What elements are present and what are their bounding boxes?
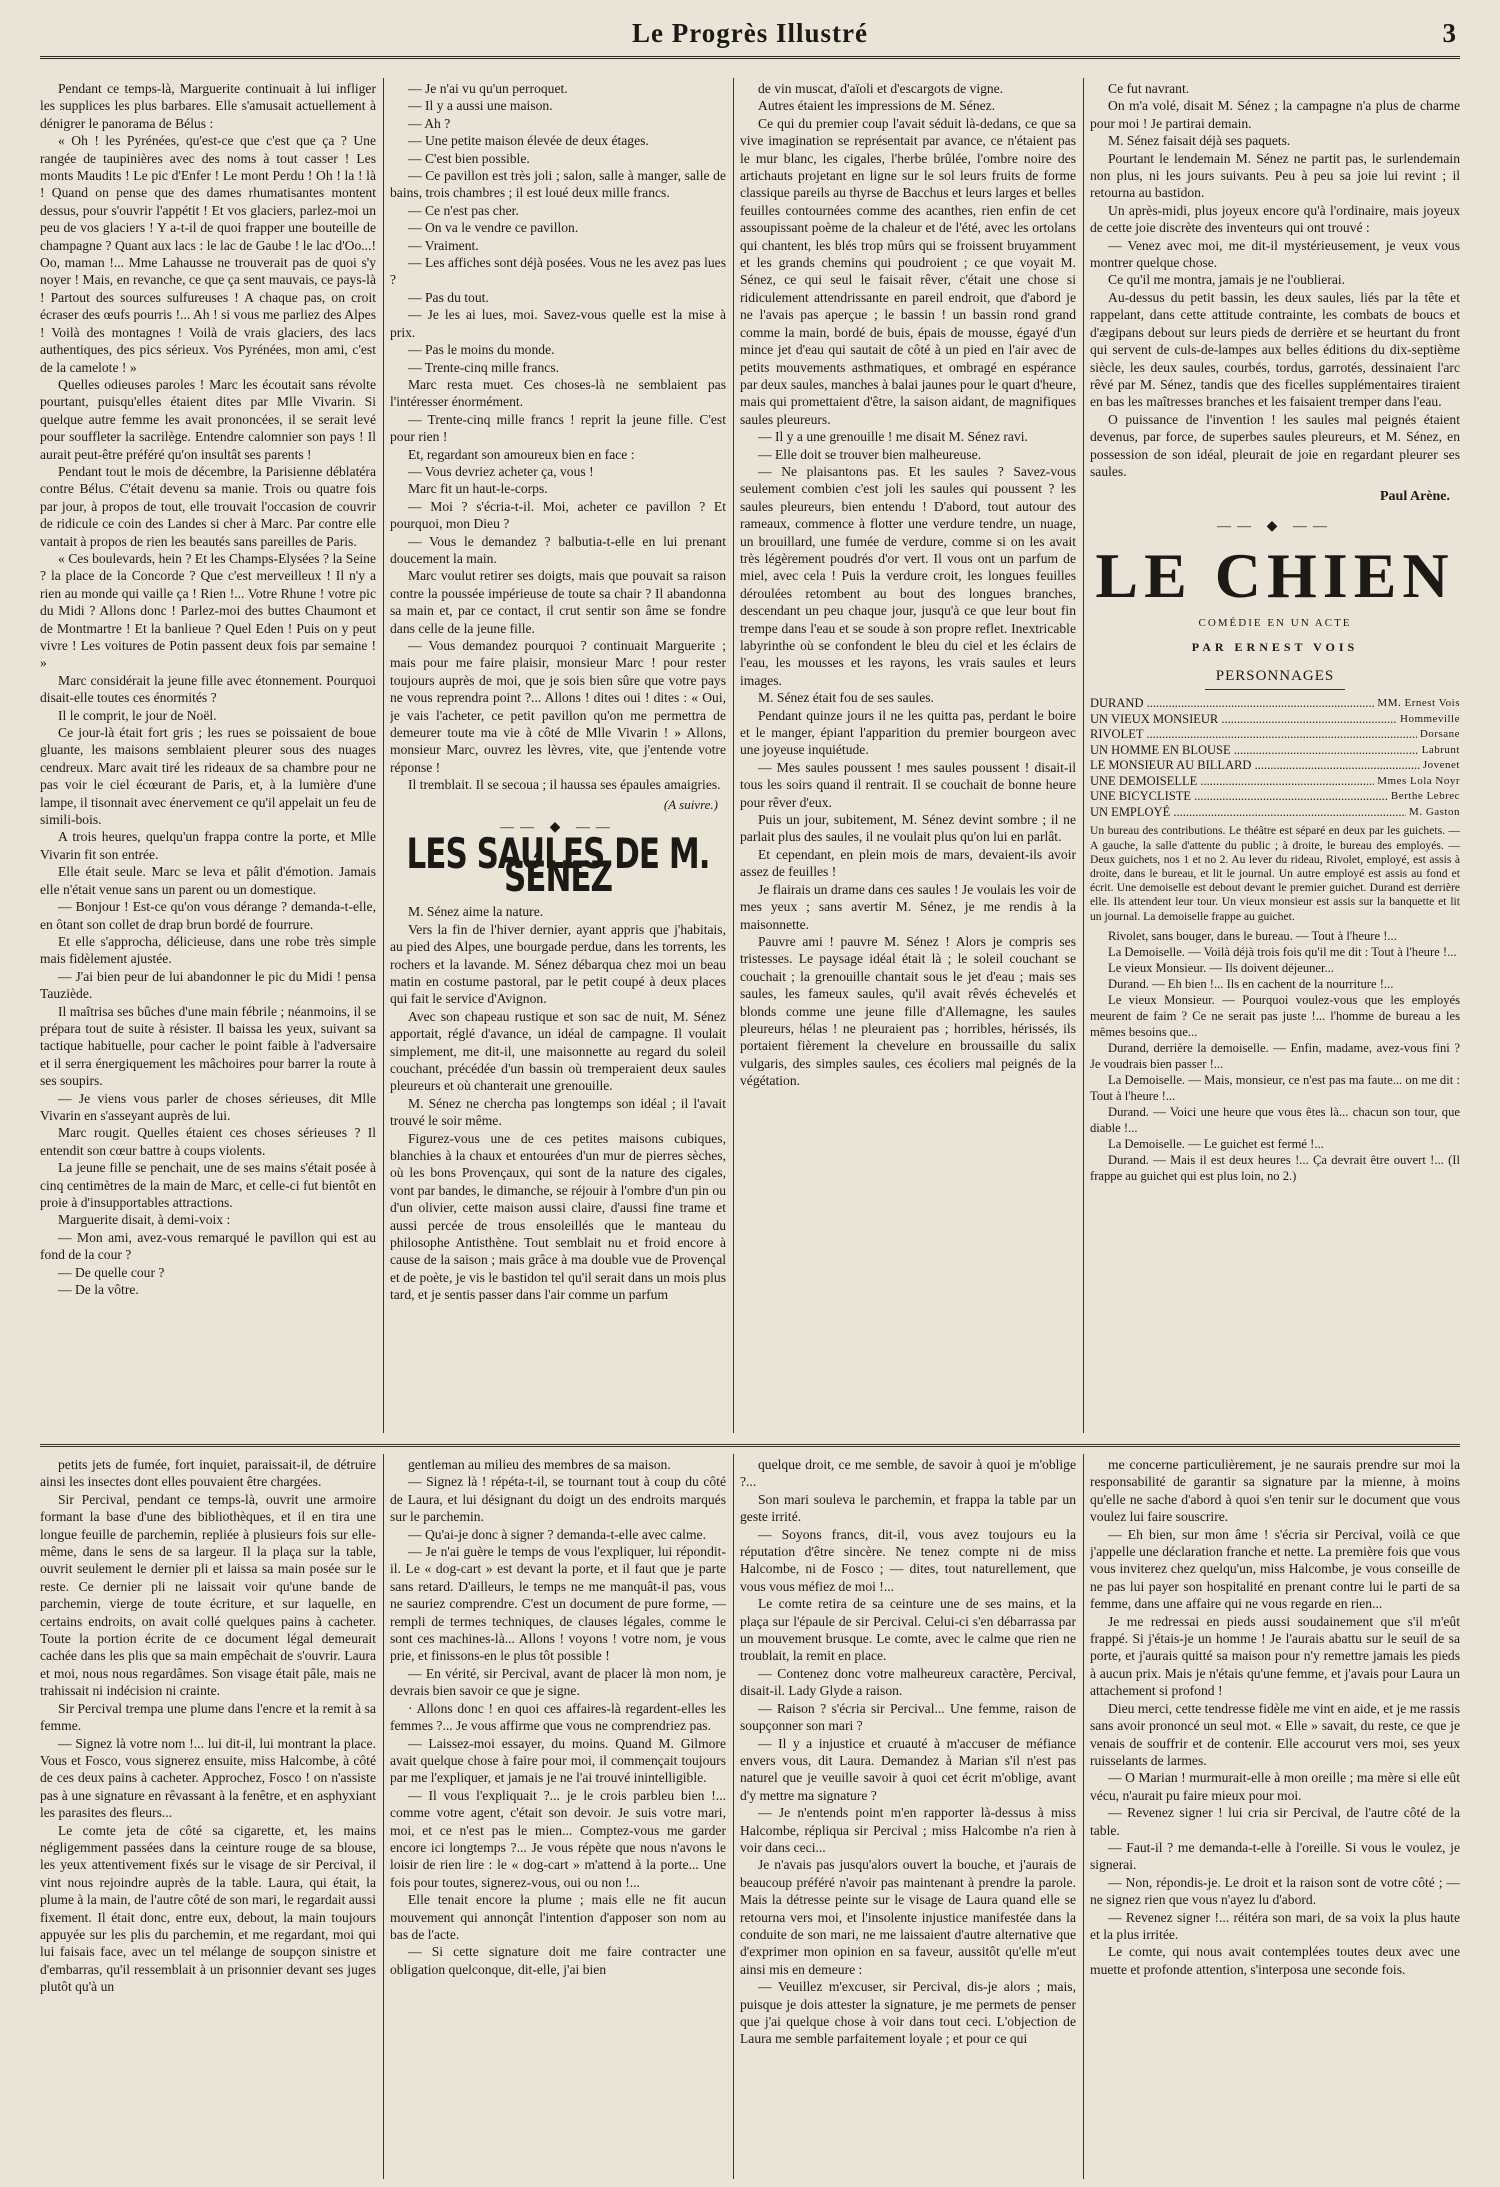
paragraph: Marc considérait la jeune fille avec étonnement. Pourquoi disait-elle toutes ces énormités ? xyxy=(40,672,376,706)
paragraph: — J'ai bien peur de lui abandonner le pic du Midi ! pensa Tauziède. xyxy=(40,968,376,1002)
paragraph: Il le comprit, le jour de Noël. xyxy=(58,707,217,723)
ornament-divider: —— ◆ —— xyxy=(500,820,616,836)
paragraph: Sir Percival, pendant ce temps-là, ouvrit une armoire formant la base d'une des bibliothèques, et il en tira une longue feuille de parchemin, repliée à plusieurs fois sur elle-même, dans le sens de sa largeur. Il la plaça sur la table, ouvrit seulement le dernier pli et laissa sa main posée sur le reste. Ce dernier pli ne laissait voir qu'une bande de parchemin, vierge de toute écriture, et sur laquelle, en certains endroits, on avait collé quelques pains à cacheter. Toute la portion écrite de ce document légal demeurait cachée dans les plis que sa main empêchait de s'ouvrir. Laura et moi, nous nous regardâmes. Son visage était pâle, mais ne trahissait ni indécision ni crainte. xyxy=(40,1491,376,1699)
paragraph: Quelles odieuses paroles ! Marc les écoutait sans révolte pourtant, puisqu'elles étaient dites par Mlle Vivarin. Si quelque autre femme les avait prononcées, il se serait levé pour souffleter la sacrilège. Entendre calomnier son pays ! Il aurait peut-être préféré qu'on insultât ses parents ! xyxy=(40,376,376,462)
paragraph: Et cependant, en plein mois de mars, devaient-ils avoir assez de feuilles ! xyxy=(740,846,1076,880)
cast-row xyxy=(1090,774,1460,790)
paragraph: — Ah ? xyxy=(408,115,451,131)
lower-column-1 xyxy=(40,1456,376,2176)
paragraph: gentleman au milieu des membres de sa maison. xyxy=(408,1457,671,1472)
paragraph: — Signez là votre nom !... lui dit-il, lui montrant la place. Vous et Fosco, vous signerez ensuite, miss Halcombe, à côté de ces deux pains à cacheter. Approchez, Fosco ! on n'assiste pas à une signature en rêvassant à la fenêtre, et en asphyxiant les parasites des fleurs... xyxy=(40,1735,376,1821)
column-divider xyxy=(1083,1454,1084,2179)
paragraph: M. Sénez ne chercha pas longtemps son idéal ; il l'avait trouvé le soir même. xyxy=(390,1095,726,1129)
page-number: 3 xyxy=(1442,18,1456,48)
paragraph: Marc resta muet. Ces choses-là ne semblaient pas l'intéresser énormément. xyxy=(390,376,726,410)
upper-column-4 xyxy=(1090,80,1460,1430)
paragraph: — Eh bien, sur mon âme ! s'écria sir Percival, voilà ce que j'appelle une déclaration franche et nette. La première fois que vous vous inviterez chez quelqu'un, miss Halcombe, je vous conseille de ne pas lui payer son hospitalité en prenant contre lui le parti de sa femme, dans une affaire qui ne vous regarde en rien... xyxy=(1090,1526,1460,1612)
paragraph: Autres étaient les impressions de M. Sénez. xyxy=(758,98,996,114)
paragraph: — Qu'ai-je donc à signer ? demanda-t-elle avec calme. xyxy=(408,1526,706,1542)
section-divider xyxy=(40,1444,1460,1447)
masthead xyxy=(40,12,1460,59)
paragraph: — Non, répondis-je. Le droit et la raison sont de votre côté ; — ne signez rien que vous n'ayez lu d'abord. xyxy=(1090,1874,1460,1908)
paragraph: — Ce pavillon est très joli ; salon, salle à manger, salle de bains, trois chambres ; il est loué deux mille francs. xyxy=(390,168,726,201)
paragraph: petits jets de fumée, fort inquiet, paraissait-il, de détruire ainsi les insectes dont elles pouvaient être chargées. xyxy=(40,1457,376,1490)
paragraph: Durand. — Eh bien !... Ils en cachent de la nourriture !... xyxy=(1108,976,1394,991)
paragraph: Avec son chapeau rustique et son sac de nuit, M. Sénez apportait, réglé d'avance, un idéal de campagne. Il voulait simplement, me dit-il, une maisonnette au regard du soleil couchant, précédée d'un bassin où tremperaient deux saules pleureurs et où chanterait une grenouille. xyxy=(390,1008,726,1094)
paragraph: me concerne particulièrement, je ne saurais prendre sur moi la responsabilité de garantir sa signature par la mienne, à moins qu'elle ne sache d'abord à quoi s'en tenir sur le document que vous voulez lui faire souscrire. xyxy=(1090,1457,1460,1525)
author-signature: Paul Arène. xyxy=(1380,489,1450,505)
paragraph: — Il y a une grenouille ! me disait M. Sénez ravi. xyxy=(758,429,1028,445)
paragraph: Pendant quinze jours il ne les quitta pas, perdant le boire et le manger, épiant l'apparition du premier bourgeon avec une joyeuse inquiétude. xyxy=(740,707,1076,758)
paragraph: — Il y a aussi une maison. xyxy=(408,98,553,114)
paragraph: — Pas du tout. xyxy=(408,289,489,305)
cast-actor: Berthe Lebrec xyxy=(1390,790,1460,803)
column-divider xyxy=(383,78,384,1433)
cast-row xyxy=(1090,805,1460,821)
cast-row xyxy=(1090,696,1460,712)
paragraph: — Raison ? s'écria sir Percival... Une femme, raison de soupçonner son mari ? xyxy=(740,1700,1076,1734)
cast-role: UN HOMME EN BLOUSE ..... xyxy=(1090,743,1419,759)
cast-actor: Mmes Lola Noyr xyxy=(1377,774,1460,787)
column-divider xyxy=(1083,78,1084,1433)
paragraph: Et elle s'approcha, délicieuse, dans une robe très simple mais fidèlement ajustée. xyxy=(40,933,376,967)
cast-actor: Labrunt xyxy=(1421,743,1460,756)
paragraph: Au-dessus du petit bassin, les deux saules, liés par la tête et rappelant, dans cette attitude contrainte, les combats de boucs et d'ægipans debout sur leurs pieds de derrière et se heurtant du front qui servent de culs-de-lampes aux belles éditions du dix-septième siècle, les deux saules, courbés, tordus, garrotés, dessinaient l'arc rêvé par M. Sénez, tandis que des ficelles supplémentaires tiraient en bas les maîtresses branches et les faisaient tremper dans l'eau. xyxy=(1090,289,1460,410)
paragraph: — Ce n'est pas cher. xyxy=(408,202,519,218)
paragraph: — Il y a injustice et cruauté à m'accuser de méfiance envers vous, dit Laura. Demandez à Marian s'il n'est pas naturel que je veuille savoir à quoi cet écrit m'oblige, avant d'y mettre ma signature ? xyxy=(740,1735,1076,1803)
paragraph: Il maîtrisa ses bûches d'une main fébrile ; néanmoins, il se prépara tout de suite à résister. Il baissa les yeux, suivant sa tactique habituelle, pour cacher le point faible à l'adversaire et il serra énergiquement les mâchoires pour barrer la route à ses soupirs. xyxy=(40,1003,376,1089)
paragraph: — Vous devriez acheter ça, vous ! xyxy=(408,463,594,479)
paragraph: Puis un jour, subitement, M. Sénez devint sombre ; il ne parlait plus des saules, il ne voulait plus qu'on lui en parlât. xyxy=(740,812,1076,845)
upper-column-1 xyxy=(40,80,376,1430)
paragraph: Je flairais un drame dans ces saules ! Je voulais les voir de mes yeux ; sans avertir M. Sénez, je me rendis à la maisonnette. xyxy=(740,881,1076,932)
paragraph: — Si cette signature doit me faire contracter une obligation quelconque, dit-elle, j'ai bien xyxy=(390,1944,726,1977)
paragraph: — Je les ai lues, moi. Savez-vous quelle est la mise à prix. xyxy=(390,307,726,340)
paragraph: La Demoiselle. — Le guichet est fermé !... xyxy=(1108,1136,1324,1151)
paragraph: Pauvre ami ! pauvre M. Sénez ! Alors je compris ses tristesses. Le paysage idéal était là ; le soleil couchant se couchait ; la grenouille chantait sous le jet d'eau ; mais ses saules, les fameux saules, qu'il avait rêvés échevelés et blonds comme une jeune fille d'Allemagne, les saules pleureurs, hélas ! ne pleuraient pas ; horribles, hérissés, ils portaient fièrement la chevelure en broussaille du salix vulgaris, des simples saules, ces écoliers mal peignés de la végétation. xyxy=(740,933,1076,1089)
paragraph: Durand, derrière la demoiselle. — Enfin, madame, avez-vous fini ? Je voudrais bien passer !... xyxy=(1090,1040,1460,1071)
paragraph: — Vous demandez pourquoi ? continuait Marguerite ; mais pour me faire plaisir, monsieur Marc ! pour rester toujours auprès de moi, que je sois bien sûre que votre pays ne vous reprendra point ?... Allons ! dites oui ! dites : « Oui, je vais l'acheter, ce petit pavillon qu'on me permettra de demeurer toute ma vie à côté de Mlle Vivarin ! » Allons, monsieur Marc, ouvrez les lèvres, vite, que j'entende votre réponse ! xyxy=(390,638,726,775)
paragraph: — De la vôtre. xyxy=(58,1282,139,1298)
paragraph: Ce fut navrant. xyxy=(1108,81,1190,96)
cast-actor: M. Gaston xyxy=(1409,805,1460,818)
paragraph: Dieu merci, cette tendresse fidèle me vint en aide, et je me rassis sans avoir prononcé un seul mot. « Elle » savait, du reste, ce que je venais de souffrir et de contenir. Elle accourut vers moi, ses yeux ruisselants de larmes. xyxy=(1090,1700,1460,1768)
paragraph: Je n'avais pas jusqu'alors ouvert la bouche, et j'aurais de beaucoup préféré n'avoir pas maintenant à prendre la parole. Mais la détresse peinte sur le visage de Laura quand elle se retourna vers moi, et l'insolente injustice manifestée dans la conduite de son mari, ne me laissaient d'autre alternative que d'exprimer mon opinion en sa faveur, aussitôt qu'elle m'eut ainsi mis en demeure : xyxy=(740,1857,1076,1977)
paragraph: Un après-midi, plus joyeux encore qu'à l'ordinaire, mais joyeux de cette joie discrète des inventeurs qui ont trouvé : xyxy=(1090,202,1460,236)
paragraph: Son mari souleva le parchemin, et frappa la table par un geste irrité. xyxy=(740,1491,1076,1525)
cast-role: RIVOLET ..... xyxy=(1090,727,1417,743)
paragraph: Je me redressai en pieds aussi soudainement que s'il m'eût frappé. Si j'étais-je un homme ! Je l'aurais abattu sur le seuil de sa porte, et j'aurais quitté sa maison pour n'y remettre jamais les pieds à aucun prix. Mais je n'étais qu'une femme, et j'avais pour Laura un attachement si profond ! xyxy=(1090,1613,1460,1699)
paragraph: — Laissez-moi essayer, du moins. Quand M. Gilmore avait quelque chose à faire pour moi, il commençait toujours par me l'expliquer, et jamais je ne l'ai trouvé inintelligible. xyxy=(390,1735,726,1786)
paragraph: — Je n'entends point m'en rapporter là-dessus à miss Halcombe, répliqua sir Percival ; miss Halcombe n'a rien à voir dans ceci... xyxy=(740,1805,1076,1855)
paragraph: Marguerite disait, à demi-voix : xyxy=(58,1212,231,1228)
ornament-divider: —— ◆ —— xyxy=(1217,518,1333,534)
paragraph: — Les affiches sont déjà posées. Vous ne les avez pas lues ? xyxy=(390,255,726,288)
paragraph: Le comte retira de sa ceinture une de ses mains, et la plaça sur l'épaule de sir Percival. Celui-ci s'en débarrassa par un mouvement brusque. Le comte, avec le calme que rien ne troublait, la remit en place. xyxy=(740,1596,1076,1664)
paragraph: Le comte jeta de côté sa cigarette, et, les mains négligemment passées dans la ceinture rouge de sa blouse, les yeux attentivement fixés sur le visage de sir Percival, il vint nous rejoindre auprès de la table. Laura, qui était, la plume à la main, de l'autre côté de son mari, le regardait aussi fixement. Il était donc, entre eux, debout, la main toujours appuyée sur les plis du parchemin, et me regardant, moi qui lui faisais face, avec un tel mélange de soupçon sinistre et d'embarras, qu'il ressemblait à un prisonnier devant ses juges plutôt qu'à un xyxy=(40,1822,376,1995)
paragraph: quelque droit, ce me semble, de savoir à quoi je m'oblige ?... xyxy=(740,1457,1076,1490)
paragraph: La jeune fille se penchait, une de ses mains s'était posée à cinq centimètres de la main de Marc, et celle-ci fut bientôt en proie à d'insupportables attractions. xyxy=(40,1160,376,1210)
paragraph: — Pas le moins du monde. xyxy=(408,342,555,358)
cast-actor: MM. Ernest Vois xyxy=(1377,697,1460,710)
column-divider xyxy=(383,1454,384,2179)
paragraph: — Je viens vous parler de choses sérieuses, dit Mlle Vivarin en s'asseyant auprès de lui. xyxy=(40,1090,376,1123)
paragraph: Pourtant le lendemain M. Sénez ne partit pas, le surlendemain non plus, ni les jours suivants. Peu à peu sa joie lui revint ; il retourna au bastidon. xyxy=(1090,150,1460,201)
paragraph: — Contenez donc votre malheureux caractère, Percival, disait-il. Lady Glyde a raison. xyxy=(740,1665,1076,1699)
play-author: PAR ERNEST VOIS xyxy=(1191,639,1359,654)
paragraph: Ce jour-là était fort gris ; les rues se poissaient de boue gluante, les maisons semblaient pleurer sous des nuages cendreux. Marc avait tiré les rideaux de sa chambre pour ne pas voir le ciel écœurant de Paris, et, à la lumière d'une lampe, il tisonnait avec énervement ce qu'il appelait un feu de simili-bois. xyxy=(40,725,376,828)
cast-heading-rule xyxy=(1205,689,1345,690)
paragraph: — Trente-cinq mille francs. xyxy=(408,359,560,375)
lower-column-4 xyxy=(1090,1456,1460,2176)
paragraph: Le vieux Monsieur. — Ils doivent déjeuner... xyxy=(1108,960,1334,975)
paragraph: Ce qu'il me montra, jamais je ne l'oublierai. xyxy=(1108,272,1346,288)
paragraph: — Il vous l'expliquait ?... je le crois parbleu bien !... comme votre agent, c'était son devoir. Je suis votre mari, moi, et ce n'est pas le mien... Comptez-vous me garder encore ici longtemps ?... Je vous répète que nous n'avons le loisir de rien lire : le « dog-cart » m'attend à la porte... Une fois pour toutes, signerez-vous, oui ou non !... xyxy=(390,1787,726,1890)
cast-role: UN EMPLOYÉ ..... xyxy=(1090,805,1406,821)
paragraph: « Oh ! les Pyrénées, qu'est-ce que c'est que ça ? Une rangée de taupinières avec des noms à tout casser ! Les monts Maudits ! Le pic d'Enfer ! Le mont Perdu ! Oh ! la ! là ! Quand on pense que des dames rhumatisantes montent dessus, pour s'ouvrir l'appétit ! Et vos glaciers, parlez-moi un peu de vos glaciers ! Y a-t-il de quoi frapper une bouteille de champagne ? Quant aux lacs : le lac de Gaube ! le lac d'Oo...! Oo, maman !... Mme Lahausse ne trouverait pas de quoi s'y noyer ! Mais, en revanche, ce que ça sent mauvais, ce pays-là ! Partout des sources sulfureuses ! A chaque pas, on croit écraser des œufs pourris !... Ah ! si vous me parliez des Alpes ! Voilà des montagnes ! Voilà de vrais glaciers, des lacs authentiques, des pics sérieux. Vos Pyrénées, mon ami, c'est de la camelote ! » xyxy=(40,133,376,375)
paragraph: — Elle doit se trouver bien malheureuse. xyxy=(758,446,982,462)
play-subtitle: COMÉDIE EN UN ACTE xyxy=(1198,617,1352,630)
cast-row xyxy=(1090,727,1460,743)
paragraph: — Vraiment. xyxy=(408,237,479,253)
paragraph: — De quelle cour ? xyxy=(58,1264,165,1280)
paragraph: Figurez-vous une de ces petites maisons cubiques, blanchies à la chaux et entourées d'un mur de pierres sèches, où les bons Provençaux, qui sont de la nature des cigales, vont par bandes, le dimanche, se réjouir à l'ombre d'un pin ou d'un olivier, cette maison aussi claire, d'aussi fine trame et aussi percée de trous ensoleillés que le manteau du philosophe Antisthène. Tout semblait nu et froid encore à cause de la saison ; mais grâce à ma double vue de Provençal et de poète, je vis le bastidon tel qu'il serait dans un mois plus tard, et je sentis passer dans l'air comme un parfum xyxy=(390,1130,726,1303)
paragraph: — Je n'ai guère le temps de vous l'expliquer, lui répondit-il. Le « dog-cart » est devant la porte, et il faut que je parte sans retard. D'ailleurs, le temps ne me manquât-il pas, vous ne sauriez comprendre. C'est un document de pure forme, — rempli de termes techniques, de clauses légales, comme le sont ces machines-là... Allons ! voyons ! votre nom, je vous prie, et finissons-en le plus tôt possible ! xyxy=(390,1544,726,1664)
paragraph: M. Sénez aime la nature. xyxy=(408,904,544,920)
paragraph: Pendant tout le mois de décembre, la Parisienne déblatéra contre Bélus. C'était devenu sa manie. Trois ou quatre fois par jour, à propos de tout, elle trouvait l'occasion de couvrir de ridicule ce coin des Landes si cher à Marc. Par contre elle vantait à propos de rien les beautés sans pareilles de Paris. xyxy=(40,463,376,549)
paragraph: — O Marian ! murmurait-elle à mon oreille ; ma mère si elle eût vécu, n'aurait pu faire mieux pour moi. xyxy=(1090,1770,1460,1803)
stage-direction: Un bureau des contributions. Le théâtre est séparé en deux par les guichets. — A gauche, la salle d'attente du public ; à droite, le bureau des employés. — Deux guichets, nos 1 et no 2. Au lever du rideau, Rivolet, employé, est assis à droite, dans le bureau, et lit le journal. Un autre employé est assis au fond et écrit. Une demoiselle est debout devant le premier guichet. Durand est derrière elle. Ils attendent leur tour. Un vieux monsieur est assis sur la banquette et lit un journal. La demoiselle frappe au guichet. xyxy=(1090,824,1460,923)
cast-actor: Hommeville xyxy=(1400,712,1460,725)
paragraph: Vers la fin de l'hiver dernier, ayant appris que j'habitais, au pied des Alpes, une bourgade perdue, dans les torrents, les rochers et la lavande. M. Sénez débarqua chez moi un beau matin en costume pastoral, par le petit coupé à deux places qui fait le service d'Avignon. xyxy=(390,921,726,1007)
paragraph: Rivolet, sans bouger, dans le bureau. — Tout à l'heure !... xyxy=(1108,928,1397,943)
paragraph: — Revenez signer ! lui cria sir Percival, de l'autre côté de la table. xyxy=(1090,1805,1460,1838)
paragraph: — On va le vendre ce pavillon. xyxy=(408,220,579,236)
paragraph: — Soyons francs, dit-il, vous avez toujours eu la réputation d'être sincère. Ne tenez compte ni de miss Halcombe, ni de Fosco ; — dites, tout naturellement, que vous vous méfiez de moi !... xyxy=(740,1526,1076,1594)
cast-row xyxy=(1090,743,1460,759)
paragraph: Le comte, qui nous avait contemplées toutes deux avec une muette et profonde attention, s'interposa une seconde fois. xyxy=(1090,1944,1460,1977)
cast-row xyxy=(1090,758,1460,774)
paragraph: A trois heures, quelqu'un frappa contre la porte, et Mlle Vivarin fit son entrée. xyxy=(40,829,376,862)
paragraph: — Venez avec moi, me dit-il mystérieusement, je veux vous montrer quelque chose. xyxy=(1090,237,1460,271)
column-divider xyxy=(733,78,734,1433)
paragraph: · Allons donc ! en quoi ces affaires-là regardent-elles les femmes ?... Je vous affirme que vous ne comprendriez pas. xyxy=(390,1700,726,1734)
paragraph: — C'est bien possible. xyxy=(408,150,530,166)
paragraph: — Une petite maison élevée de deux étages. xyxy=(408,133,649,149)
paragraph: — Mes saules poussent ! mes saules poussent ! disait-il tous les soirs quand il rentrait. Il se couchait de bonne heure pour rêver d'eux. xyxy=(740,759,1076,810)
lower-column-3 xyxy=(740,1456,1076,2176)
paragraph: — En vérité, sir Percival, avant de placer là mon nom, je devrais bien savoir ce que je signe. xyxy=(390,1665,726,1699)
paragraph: Elle était seule. Marc se leva et pâlit d'émotion. Jamais elle n'était venue sans un parent ou un domestique. xyxy=(40,864,376,897)
column-divider xyxy=(733,1454,734,2179)
paragraph: O puissance de l'invention ! les saules mal peignés étaient devenus, par force, de superbes saules pleureurs, et M. Sénez, en possession de son idéal, pleurait de joie en regardant pleurer ses saules. xyxy=(1090,411,1460,479)
paragraph: Et, regardant son amoureux bien en face : xyxy=(408,446,635,462)
paragraph: Sir Percival trempa une plume dans l'encre et la remit à sa femme. xyxy=(40,1700,376,1734)
paragraph: M. Sénez faisait déjà ses paquets. xyxy=(1108,133,1291,149)
paragraph: On m'a volé, disait M. Sénez ; la campagne n'a plus de charme pour moi ! Je partirai demain. xyxy=(1090,98,1460,131)
paragraph: — Signez là ! répéta-t-il, se tournant tout à coup du côté de Laura, et lui désignant du doigt un des endroits marqués sur le parchemin. xyxy=(390,1474,726,1525)
paragraph: Pendant ce temps-là, Marguerite continuait à lui infliger les supplices les plus barbares. Elle s'amusait actuellement à dénigrer le panorama de Bélus : xyxy=(40,81,376,131)
cast-role: DURAND ..... xyxy=(1090,696,1374,712)
paragraph: « Ces boulevards, hein ? Et les Champs-Elysées ? la Seine ? la place de la Concorde ? Que c'est merveilleux ! Il n'y a rien au monde qui vaille ça ! Rien !... Votre Rhune ! votre pic du Midi ? Allons donc ! Parlez-moi des buttes Chaumont et de Montmartre ! Et la banlieue ? Quel Eden ! Puis on y peut vivre ! Les voitures de Potin passent deux fois par semaine ! » xyxy=(40,550,376,671)
cast-list xyxy=(1090,696,1460,820)
paragraph: — Je n'ai vu qu'un perroquet. xyxy=(408,81,568,96)
upper-column-3 xyxy=(740,80,1076,1430)
cast-heading: PERSONNAGES xyxy=(1215,667,1335,684)
paragraph: Le vieux Monsieur. — Pourquoi voulez-vous que les employés meurent de faim ? Ce ne serait pas juste !... l'homme de bureau a les mêmes besoins que... xyxy=(1090,992,1460,1039)
paragraph: La Demoiselle. — Mais, monsieur, ce n'est pas ma faute... on me dit : Tout à l'heure !... xyxy=(1090,1072,1460,1103)
play-dialogue xyxy=(1090,928,1460,1184)
lower-column-2 xyxy=(390,1456,726,2176)
cast-actor: Jovenet xyxy=(1422,759,1460,772)
paragraph: Durand. — Voici une heure que vous êtes là... chacun son tour, que diable !... xyxy=(1090,1104,1460,1135)
paragraph: Ce qui du premier coup l'avait séduit là-dedans, ce que sa vive imagination se représentait par avance, ce n'étaient pas le mur blanc, les cigales, l'herbe brûlée, l'ombre noire des artichauts projetant en ligne sur le sol leurs fruits de forme classique pareils au thyrse de Bacchus et leurs larges et belles feuilles contournées comme des acanthes, rien enfin de cet assoupissant poème de la chaleur et de l'été, avec les ortolans qui chantent, les blés trop mûrs qui se froissent bruyamment et les grands chemins qui poudroient ; ce que voyait M. Sénez, ce qui seul le faisait rêver, c'était une chose si ridiculement attendrissante en pareil endroit, que d'abord je ne l'avais pas aperçue ; le bassin ! un bassin rond grand comme la main, bordé de buis, épais de mousse, égayé d'un mince jet d'eau qui sautait de côté à un pied en l'air avec de petits mouvements asthmatiques, et ombragé en espérance par deux saules, manches à balai jaunes pour le quart d'heure, mais qui promettaient d'être, la saison aidant, de magnifiques saules pleureurs. xyxy=(740,115,1076,427)
upper-column-2 xyxy=(390,80,726,1430)
paragraph: Marc voulut retirer ses doigts, mais que pouvait sa raison contre la poussée impérieuse de toute sa chair ? Il abandonna sa main et, par ce contact, il crut sentir son âme se fondre dans celle de la jeune fille. xyxy=(390,568,726,636)
paragraph: — Ne plaisantons pas. Et les saules ? Savez-vous seulement combien c'est joli les saules qui poussent ? les saules pleureurs, bien entendu ! D'abord, tout autour des rameaux, commence à flotter une verdure tendre, un nuage, un brouillard, une fumée de verdure, comme si on les avait très légèrement poudrés d'or vert. Il vous ont un parfum de miel, avec cela ! Puis la verdure croit, les longues feuilles déroulées retombent au bout des longues branches, descendant un peu chaque jour, jusqu'à ce que leur bout fin trempe dans l'eau et se soude à son propre reflet. Inextricable labyrinthe où se confondent le bleu du ciel et les éclairs de l'eau, les mousses et les rayons, les vrais saules et leurs images. xyxy=(740,463,1076,688)
newspaper-title: Le Progrès Illustré xyxy=(632,18,868,48)
play-title: LE CHIEN xyxy=(1095,540,1455,612)
cast-role: UN VIEUX MONSIEUR ..... xyxy=(1090,712,1397,728)
paragraph: — Revenez signer !... réitéra son mari, de sa voix la plus haute et la plus irritée. xyxy=(1090,1909,1460,1942)
cast-role: UNE BICYCLISTE ..... xyxy=(1090,789,1388,805)
paragraph: — Bonjour ! Est-ce qu'on vous dérange ? demanda-t-elle, en ôtant son collet de drap brun bordé de fourrure. xyxy=(40,899,376,932)
paragraph: — Trente-cinq mille francs ! reprit la jeune fille. C'est pour rien ! xyxy=(390,411,726,445)
cast-role: LE MONSIEUR AU BILLARD ..... xyxy=(1090,758,1420,774)
to-be-continued: (A suivre.) xyxy=(663,796,718,812)
paragraph: M. Sénez était fou de ses saules. xyxy=(758,690,934,706)
paragraph: Il tremblait. Il se secoua ; il haussa ses épaules amaigries. xyxy=(408,777,721,793)
paragraph: — Mon ami, avez-vous remarqué le pavillon qui est au fond de la cour ? xyxy=(40,1229,376,1263)
paragraph: Marc rougit. Quelles étaient ces choses sérieuses ? Il entendit son cœur battre à coups violents. xyxy=(40,1125,376,1158)
paragraph: de vin muscat, d'aïoli et d'escargots de vigne. xyxy=(758,81,1004,96)
cast-row xyxy=(1090,789,1460,805)
cast-row xyxy=(1090,712,1460,728)
paragraph: — Vous le demandez ? balbutia-t-elle en lui prenant doucement la main. xyxy=(390,533,726,566)
paragraph: La Demoiselle. — Voilà déjà trois fois qu'il me dit : Tout à l'heure !... xyxy=(1108,944,1457,959)
paragraph: — Veuillez m'excuser, sir Percival, dis-je alors ; mais, puisque je dois attester la signature, je me permets de penser que j'ai quelque chose à voir dans tout ceci. L'objection de Laura me semble parfaitement loyale ; et pour ce qui xyxy=(740,1979,1076,2047)
cast-actor: Dorsane xyxy=(1419,728,1460,741)
article-title: LES SAULES DE M. SÉNEZ xyxy=(406,830,710,903)
paragraph: Elle tenait encore la plume ; mais elle ne fit aucun mouvement qui annonçât l'intention d'apposer son nom au bas de l'acte. xyxy=(390,1892,726,1942)
paragraph: Durand. — Mais il est deux heures !... Ça devrait être ouvert !... (Il frappe au guichet qui est plus loin, no 2.) xyxy=(1090,1152,1460,1183)
cast-role: UNE DEMOISELLE ..... xyxy=(1090,774,1374,790)
paragraph: Marc fit un haut-le-corps. xyxy=(408,481,548,497)
paragraph: — Moi ? s'écria-t-il. Moi, acheter ce pavillon ? Et pourquoi, mon Dieu ? xyxy=(390,498,726,532)
paragraph: — Faut-il ? me demanda-t-elle à l'oreille. Si vous le voulez, je signerai. xyxy=(1090,1839,1460,1873)
